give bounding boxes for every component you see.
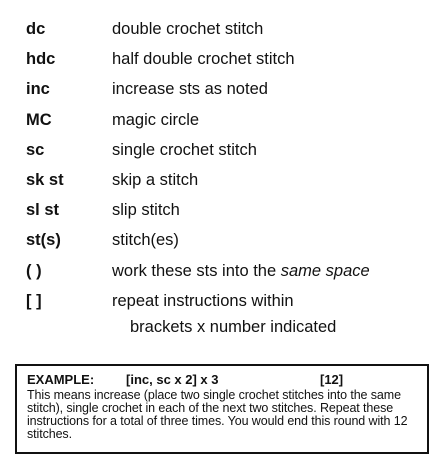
abbreviation-definition: skip a stitch bbox=[112, 170, 199, 189]
abbreviation-term: st(s) bbox=[26, 231, 61, 250]
abbreviation-definition bbox=[112, 256, 436, 286]
abbreviation-row-sl-st bbox=[26, 195, 436, 225]
abbreviation-row-inc bbox=[26, 74, 436, 104]
abbreviation-term: [ ] bbox=[26, 291, 42, 310]
abbreviation-row-brackets bbox=[26, 286, 436, 316]
abbreviation-term: MC bbox=[26, 110, 52, 129]
abbreviation-definition: magic circle bbox=[112, 110, 200, 129]
example-explanation: This means increase (place two single crochet stitches into the same stitch), single crochet in each of the next two stitches. Repeat these instructions for a total of three times. You would end this round with 12 stitches. bbox=[27, 388, 408, 441]
abbreviation-definition: double crochet stitch bbox=[112, 20, 264, 38]
abbreviation-row-sts bbox=[26, 225, 436, 255]
abbreviation-term: sc bbox=[26, 140, 45, 159]
abbreviation-row-sk-st bbox=[26, 165, 436, 195]
example-formula: [inc, sc x 2] x 3 bbox=[126, 372, 219, 387]
abbreviation-row-hdc bbox=[26, 44, 436, 74]
example-stitch-count: [12] bbox=[320, 372, 344, 387]
abbreviation-definition-continuation: brackets x number indicated bbox=[130, 318, 337, 336]
abbreviation-term: dc bbox=[26, 20, 46, 38]
abbreviation-term: sl st bbox=[26, 201, 60, 220]
example-label: EXAMPLE: bbox=[27, 372, 95, 387]
abbreviation-definition: increase sts as noted bbox=[112, 80, 268, 99]
abbreviation-row-dc bbox=[26, 14, 436, 44]
abbreviation-term: hdc bbox=[26, 50, 56, 69]
abbreviation-row-sc bbox=[26, 135, 436, 165]
example-box bbox=[15, 364, 429, 454]
abbreviation-row-parentheses bbox=[26, 256, 436, 286]
abbreviation-term: sk st bbox=[26, 170, 64, 189]
abbreviation-term: inc bbox=[26, 80, 50, 99]
definition-prefix: work these sts into the bbox=[112, 261, 281, 280]
example-header bbox=[27, 372, 427, 387]
abbreviation-table bbox=[26, 14, 436, 316]
abbreviation-definition: half double crochet stitch bbox=[112, 50, 295, 69]
definition-emphasis: same space bbox=[280, 261, 370, 280]
abbreviation-term: ( ) bbox=[26, 261, 42, 280]
abbreviation-definition: repeat instructions within bbox=[112, 291, 294, 310]
abbreviation-definition: stitch(es) bbox=[112, 231, 179, 250]
abbreviation-row-mc bbox=[26, 105, 436, 135]
abbreviation-definition: slip stitch bbox=[112, 201, 180, 220]
abbreviation-definition: single crochet stitch bbox=[112, 140, 257, 159]
